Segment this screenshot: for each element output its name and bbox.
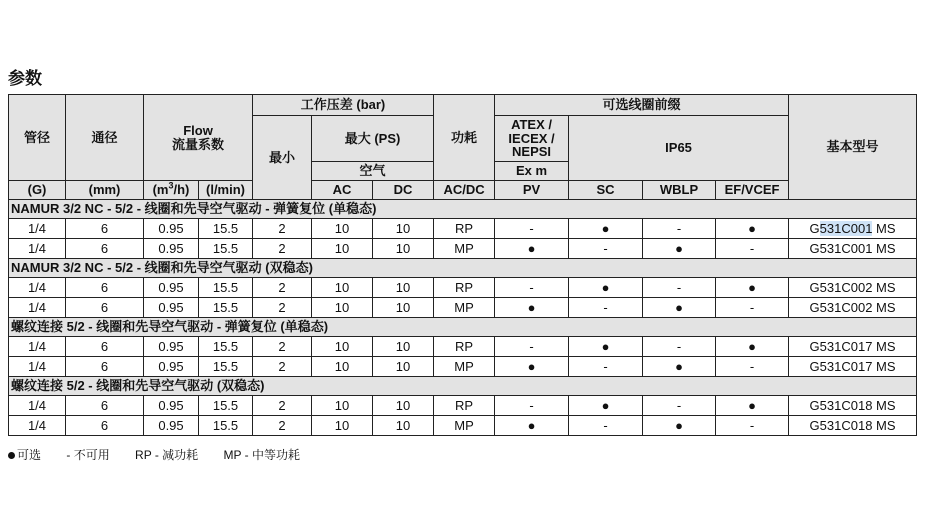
bullet-icon: [8, 452, 15, 459]
cell-pv: ●: [495, 298, 569, 318]
iecex-label: IECEX /: [508, 130, 555, 146]
cell-kv: 0.95: [144, 239, 199, 259]
col-basic-model: 基本型号: [789, 95, 917, 200]
cell-lmin: 15.5: [199, 357, 253, 377]
col-ac: AC: [312, 181, 373, 200]
cell-pv: -: [495, 219, 569, 239]
cell-model: G531C017 MS: [789, 357, 917, 377]
unit-mm: (mm): [66, 181, 144, 200]
cell-wblp: ●: [643, 416, 716, 436]
cell-model: G531C018 MS: [789, 416, 917, 436]
cell-sc: ●: [569, 337, 643, 357]
cell-power: RP: [434, 396, 495, 416]
cell-kv: 0.95: [144, 298, 199, 318]
cell-mm: 6: [66, 337, 144, 357]
cell-wblp: -: [643, 278, 716, 298]
cell-min: 2: [253, 219, 312, 239]
cell-power: RP: [434, 337, 495, 357]
cell-g: 1/4: [9, 416, 66, 436]
cell-wblp: -: [643, 337, 716, 357]
legend: [8, 446, 322, 463]
cell-ac: 10: [312, 239, 373, 259]
section-title: NAMUR 3/2 NC - 5/2 - 线圈和先导空气驱动 - 弹簧复位 (单稳态): [9, 200, 917, 219]
cell-ac: 10: [312, 298, 373, 318]
table-row: [9, 357, 917, 377]
legend-not-available: - 不可用: [66, 448, 110, 462]
col-pipe-size: 管径: [9, 95, 66, 181]
cell-pv: ●: [495, 416, 569, 436]
cell-g: 1/4: [9, 357, 66, 377]
cell-power: MP: [434, 357, 495, 377]
cell-model: G531C002 MS: [789, 298, 917, 318]
table-row: [9, 416, 917, 436]
unit-g: (G): [9, 181, 66, 200]
cell-min: 2: [253, 337, 312, 357]
table-row: [9, 298, 917, 318]
cell-pv: ●: [495, 357, 569, 377]
cell-dc: 10: [373, 219, 434, 239]
section-title: NAMUR 3/2 NC - 5/2 - 线圈和先导空气驱动 (双稳态): [9, 259, 917, 278]
cell-sc: -: [569, 239, 643, 259]
cell-ac: 10: [312, 219, 373, 239]
cell-min: 2: [253, 278, 312, 298]
cell-kv: 0.95: [144, 357, 199, 377]
table-row: [9, 239, 917, 259]
section-title: 螺纹连接 5/2 - 线圈和先导空气驱动 (双稳态): [9, 377, 917, 396]
cell-sc: ●: [569, 396, 643, 416]
cell-kv: 0.95: [144, 396, 199, 416]
cell-power: MP: [434, 298, 495, 318]
cell-mm: 6: [66, 357, 144, 377]
col-exm: Ex m: [495, 162, 569, 181]
page-title: 参数: [8, 69, 42, 88]
cell-pv: -: [495, 278, 569, 298]
cell-power: RP: [434, 219, 495, 239]
cell-min: 2: [253, 357, 312, 377]
unit-lmin: (l/min): [199, 181, 253, 200]
cell-power: MP: [434, 416, 495, 436]
cell-g: 1/4: [9, 337, 66, 357]
cell-wblp: ●: [643, 239, 716, 259]
cell-lmin: 15.5: [199, 239, 253, 259]
col-efvcef: EF/VCEF: [716, 181, 789, 200]
cell-lmin: 15.5: [199, 337, 253, 357]
col-acdc: AC/DC: [434, 181, 495, 200]
cell-ef: -: [716, 239, 789, 259]
cell-power: RP: [434, 278, 495, 298]
cell-wblp: ●: [643, 298, 716, 318]
cell-lmin: 15.5: [199, 396, 253, 416]
cell-sc: -: [569, 298, 643, 318]
cell-power: MP: [434, 239, 495, 259]
section-title: 螺纹连接 5/2 - 线圈和先导空气驱动 - 弹簧复位 (单稳态): [9, 318, 917, 337]
col-prefix-group: 可选线圈前缀: [495, 95, 789, 116]
table-row: [9, 337, 917, 357]
atex-label: ATEX /: [511, 117, 552, 133]
cell-ef: -: [716, 416, 789, 436]
cell-mm: 6: [66, 219, 144, 239]
cell-kv: 0.95: [144, 416, 199, 436]
col-ip65: IP65: [569, 116, 789, 181]
cell-g: 1/4: [9, 396, 66, 416]
cell-mm: 6: [66, 298, 144, 318]
cell-lmin: 15.5: [199, 416, 253, 436]
col-pv: PV: [495, 181, 569, 200]
col-power: 功耗: [434, 95, 495, 181]
table-row: [9, 278, 917, 298]
cell-lmin: 15.5: [199, 278, 253, 298]
cell-dc: 10: [373, 278, 434, 298]
table-row: [9, 219, 917, 239]
cell-pv: -: [495, 337, 569, 357]
cell-mm: 6: [66, 416, 144, 436]
legend-rp: RP - 减功耗: [135, 448, 199, 462]
cell-lmin: 15.5: [199, 298, 253, 318]
col-sc: SC: [569, 181, 643, 200]
col-min: 最小: [253, 116, 312, 200]
cell-model: G531C018 MS: [789, 396, 917, 416]
flow-label-en: Flow: [183, 122, 213, 138]
cell-dc: 10: [373, 416, 434, 436]
cell-dc: 10: [373, 357, 434, 377]
cell-mm: 6: [66, 278, 144, 298]
col-max: 最大 (PS): [312, 116, 434, 162]
cell-ac: 10: [312, 337, 373, 357]
cell-kv: 0.95: [144, 337, 199, 357]
cell-sc: -: [569, 416, 643, 436]
cell-pv: -: [495, 396, 569, 416]
cell-wblp: -: [643, 396, 716, 416]
cell-ef: -: [716, 357, 789, 377]
cell-ef: -: [716, 298, 789, 318]
legend-mp: MP - 中等功耗: [223, 448, 300, 462]
col-wblp: WBLP: [643, 181, 716, 200]
cell-sc: ●: [569, 278, 643, 298]
legend-available: 可选: [8, 448, 41, 462]
cell-g: 1/4: [9, 298, 66, 318]
col-atex: [495, 116, 569, 162]
parameter-table: [8, 94, 917, 436]
cell-g: 1/4: [9, 219, 66, 239]
cell-g: 1/4: [9, 278, 66, 298]
cell-dc: 10: [373, 396, 434, 416]
cell-model: G531C002 MS: [789, 278, 917, 298]
cell-min: 2: [253, 298, 312, 318]
cell-ef: ●: [716, 337, 789, 357]
cell-g: 1/4: [9, 239, 66, 259]
cell-ef: ●: [716, 278, 789, 298]
cell-sc: -: [569, 357, 643, 377]
cell-model: G531C001 MS: [789, 239, 917, 259]
table-row: [9, 396, 917, 416]
unit-m3h: $(m^3/h)$: [144, 181, 199, 200]
cell-kv: 0.95: [144, 219, 199, 239]
cell-wblp: -: [643, 219, 716, 239]
cell-ac: 10: [312, 278, 373, 298]
cell-ac: 10: [312, 396, 373, 416]
cell-dc: 10: [373, 298, 434, 318]
cell-ac: 10: [312, 416, 373, 436]
cell-min: 2: [253, 416, 312, 436]
cell-ef: ●: [716, 396, 789, 416]
cell-kv: 0.95: [144, 278, 199, 298]
cell-min: 2: [253, 396, 312, 416]
col-pressure-group: 工作压差 (bar): [253, 95, 434, 116]
cell-model: G531C017 MS: [789, 337, 917, 357]
cell-model: G531C001 MS: [789, 219, 917, 239]
cell-mm: 6: [66, 239, 144, 259]
nepsi-label: NEPSI: [512, 144, 552, 160]
cell-mm: 6: [66, 396, 144, 416]
cell-pv: ●: [495, 239, 569, 259]
cell-dc: 10: [373, 337, 434, 357]
selected-text: 531C001: [819, 220, 873, 236]
cell-lmin: 15.5: [199, 219, 253, 239]
cell-ef: ●: [716, 219, 789, 239]
col-air: 空气: [312, 162, 434, 181]
col-dc: DC: [373, 181, 434, 200]
cell-ac: 10: [312, 357, 373, 377]
flow-label-cn: 流量系数: [172, 136, 225, 152]
cell-sc: ●: [569, 219, 643, 239]
col-flow: [144, 95, 253, 181]
cell-dc: 10: [373, 239, 434, 259]
cell-min: 2: [253, 239, 312, 259]
cell-wblp: ●: [643, 357, 716, 377]
col-orifice: 通径: [66, 95, 144, 181]
